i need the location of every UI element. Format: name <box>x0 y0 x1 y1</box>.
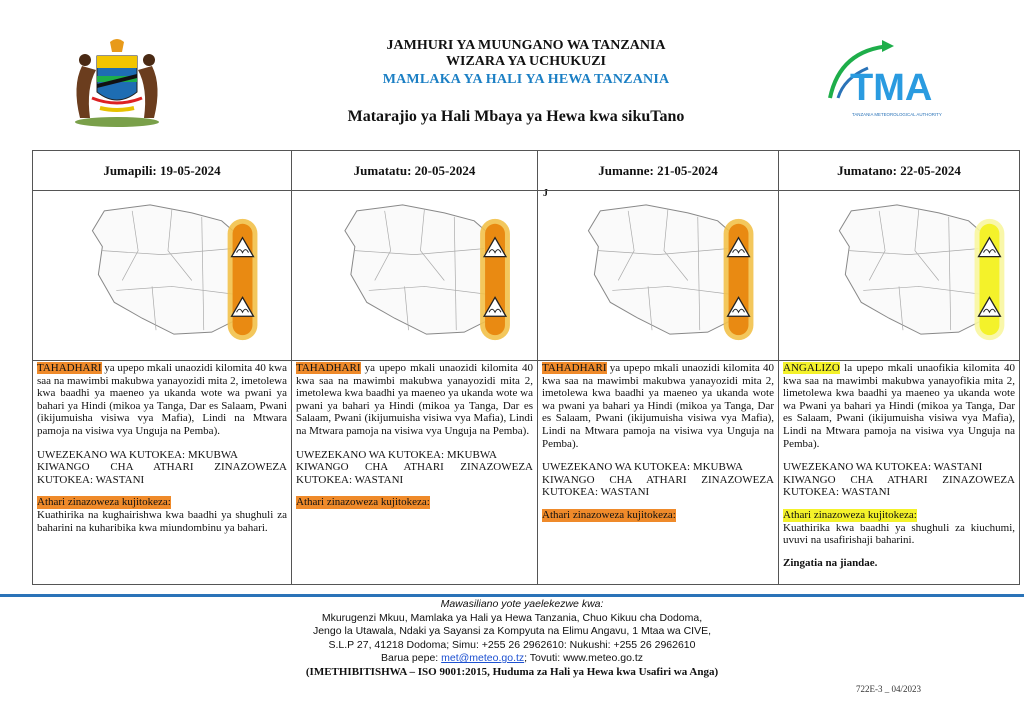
impacts-label: Athari zinazoweza kujitokeza: <box>296 496 430 509</box>
day-heading: Jumatano: 22-05-2024 <box>779 151 1020 191</box>
impact-level: KIWANGO CHA ATHARI ZINAZOWEZA KUTOKEA: WASTANI <box>542 473 774 499</box>
warning-description: la upepo mkali unaofikia kilomita 40 kwa saa na mawimbi makubwa yanayofikia mita 2, limetolewa kwa baadhi ya maeneo ya ukanda wote wa Pwani ya bahari ya Hindi (mikoa ya Tanga, Dar es Salaam, Pwani (ikijumuisha visiwa vya Mafia), Lindi na Mtwara pamoja na visiwa vya Unguja na Pemba). <box>783 362 1015 450</box>
warning-text-cell <box>33 361 292 585</box>
impacts-label: Athari zinazoweza kujitokeza: <box>37 496 171 509</box>
map-row <box>33 191 1020 361</box>
warning-map-cell <box>779 191 1020 361</box>
tanzania-warning-map <box>33 191 291 360</box>
impacts-label: Athari zinazoweza kujitokeza: <box>542 508 676 521</box>
footer-contacts <box>0 652 1024 666</box>
warning-text-cell <box>292 361 538 585</box>
impact-level: KIWANGO CHA ATHARI ZINAZOWEZA KUTOKEA: WASTANI <box>37 461 287 486</box>
impacts-label: Athari zinazoweza kujitokeza: <box>783 508 917 521</box>
country-outline <box>839 205 986 334</box>
agency-name: MAMLAKA YA HALI YA HEWA TANZANIA <box>382 72 670 87</box>
tma-logo <box>822 36 942 126</box>
day-header-row <box>33 151 1020 191</box>
warning-map-cell <box>538 191 779 361</box>
email-link[interactable]: met@meteo.go.tz <box>441 652 525 664</box>
likelihood: UWEZEKANO WA KUTOKEA: MKUBWA <box>37 448 238 461</box>
country-name: JAMHURI YA MUUNGANO WA TANZANIA <box>386 38 666 53</box>
warning-description: ya upepo mkali unaozidi kilomita 40 kwa saa na mawimbi makubwa yanayozidi mita 2, imetolewa kwa baadhi ya maeneo ya ukanda wote wa pwani ya bahari ya Hindi (mikoa ya Tanga, Dar es Salaam, Pwani (ikijumuisha visiwa vya Mafia), Lindi na Mtwara pamoja na visiwa vya Unguja na Pemba). <box>542 362 774 450</box>
certification-text: (IMETHIBITISHWA – ISO 9001:2015, Huduma za Hali ya Hewa kwa Usafiri wa Anga) <box>305 665 719 678</box>
document-header <box>0 0 1024 140</box>
footer-address-1: Mkurugenzi Mkuu, Mamlaka ya Hali ya Hewa Tanzania, Chuo Kikuu cha Dodoma, <box>321 611 703 624</box>
text-row <box>33 361 1020 585</box>
tanzania-warning-map <box>292 191 537 360</box>
impacts-text: Kuathirika kwa baadhi ya shughuli za kiuchumi, uvuvi na usafirishaji baharini. <box>783 521 1015 547</box>
stray-mark: J <box>543 188 548 199</box>
likelihood: UWEZEKANO WA KUTOKEA: MKUBWA <box>296 448 497 461</box>
day-heading: Jumanne: 21-05-2024 <box>538 151 779 191</box>
warning-description: ya upepo mkali unaozidi kilomita 40 kwa saa na mawimbi makubwa yanayozidi mita 2, imetolewa kwa baadhi ya maeneo ya ukanda wote wa pwani ya bahari ya Hindi (mikoa ya Tanga, Dar es Salaam, Pwani (ikijumuisha visiwa vya Mafia), Lindi na Mtwara pamoja na visiwa vya Unguja na Pemba). <box>296 362 533 437</box>
country-outline <box>588 205 735 334</box>
country-outline <box>345 205 492 334</box>
document-number: 722E-3 _ 04/2023 <box>856 684 921 694</box>
impacts-text: Kuathirika na kughairishwa kwa baadhi ya shughuli za baharini na kuharibika kwa miundombinu ya bahari. <box>37 508 287 534</box>
logo-tagline: TANZANIA METEOROLOGICAL AUTHORITY <box>852 112 942 117</box>
likelihood: UWEZEKANO WA KUTOKEA: MKUBWA <box>542 461 743 474</box>
footer-intro: Mawasiliano yote yaelekezwe kwa: <box>440 598 604 610</box>
warning-level-badge: ANGALIZO <box>783 362 840 374</box>
warning-level-badge: TAHADHARI <box>296 362 361 374</box>
footer-address-2: Jengo la Utawala, Ndaki ya Sayansi za Kompyuta na Elimu Angavu, 1 Mtaa wa CIVE, <box>312 625 712 637</box>
website-text: ; Tovuti: www.meteo.go.tz <box>524 652 644 664</box>
warning-text-cell <box>538 361 779 585</box>
tanzania-warning-map <box>538 191 778 360</box>
warning-level-badge: TAHADHARI <box>37 362 102 374</box>
country-outline <box>92 205 239 334</box>
footer-divider <box>0 594 1024 597</box>
impact-level: KIWANGO CHA ATHARI ZINAZOWEZA KUTOKEA: WASTANI <box>783 473 1015 499</box>
warning-description: ya upepo mkali unaozidi kilomita 40 kwa saa na mawimbi makubwa yanayozidi mita 2, imetolewa kwa baadhi ya maeneo ya ukanda wote wa pwani ya bahari ya Hindi (mikoa ya Tanga, Dar es Salaam, Pwani (ikijumuisha visiwa vya Mafia), Lindi na Mtwara pamoja na visiwa vya Unguja na Pemba). <box>37 362 287 437</box>
document-title: Matarajio ya Hali Mbaya ya Hewa kwa sikuTano <box>347 108 685 125</box>
warning-map-cell <box>292 191 538 361</box>
warning-map-cell <box>33 191 292 361</box>
warning-level-badge: TAHADHARI <box>542 362 607 374</box>
impact-level: KIWANGO CHA ATHARI ZINAZOWEZA KUTOKEA: WASTANI <box>296 461 533 486</box>
footer-address-3: S.L.P 27, 41218 Dodoma; Simu: +255 26 2962610: Nukushi: +255 26 2962610 <box>328 638 696 651</box>
logo-wordmark: TMA <box>850 67 933 109</box>
contact-footer <box>0 598 1024 679</box>
likelihood: UWEZEKANO WA KUTOKEA: WASTANI <box>783 461 983 474</box>
tanzania-warning-map <box>779 191 1019 360</box>
ministry-name: WIZARA YA UCHUKUZI <box>446 54 606 69</box>
day-heading: Jumatatu: 20-05-2024 <box>292 151 538 191</box>
warning-text-cell <box>779 361 1020 585</box>
advisory-note: Zingatia na jiandae. <box>783 556 878 569</box>
forecast-table <box>32 150 1020 585</box>
email-label: Barua pepe: <box>380 652 442 664</box>
day-heading: Jumapili: 19-05-2024 <box>33 151 292 191</box>
